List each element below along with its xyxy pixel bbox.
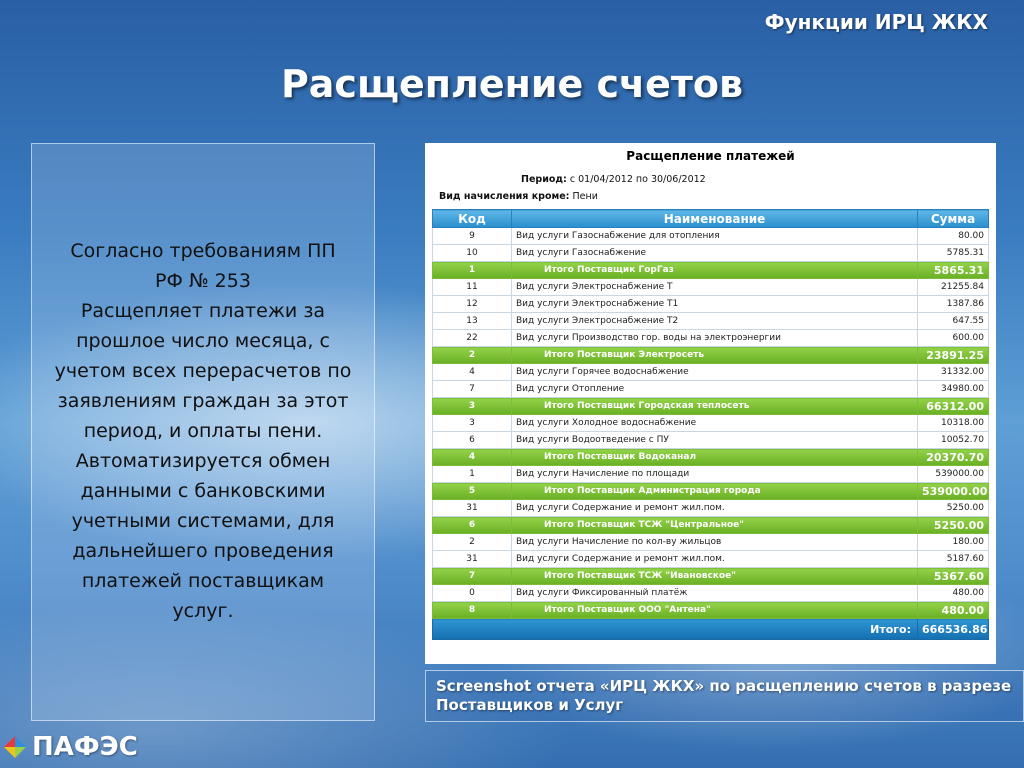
cell-code: 4 bbox=[433, 364, 512, 381]
cell-sum: 31332.00 bbox=[918, 364, 989, 381]
cell-code: 31 bbox=[433, 500, 512, 517]
caption-text: Screenshot отчета «ИРЦ ЖКХ» по расщеплению счетов в разрезе Поставщиков и Услуг bbox=[436, 677, 1012, 714]
cell-name: Итого Поставщик Городская теплосеть bbox=[512, 398, 918, 415]
cell-name: Вид услуги Электроснабжение Т1 bbox=[512, 296, 918, 313]
table-row bbox=[433, 364, 989, 381]
cell-code: 6 bbox=[433, 517, 512, 534]
cell-name: Вид услуги Содержание и ремонт жил.пом. bbox=[512, 551, 918, 568]
logo-text: ПАФЭС bbox=[32, 732, 138, 762]
cell-code: 10 bbox=[433, 245, 512, 262]
split-table bbox=[432, 209, 989, 640]
cell-code: 9 bbox=[433, 228, 512, 245]
cell-name: Вид услуги Начисление по площади bbox=[512, 466, 918, 483]
column-header-code: Код bbox=[433, 210, 512, 228]
cell-code: 6 bbox=[433, 432, 512, 449]
cell-code: 1 bbox=[433, 466, 512, 483]
cell-name: Итого Поставщик Администрация города bbox=[512, 483, 918, 500]
supplier-subtotal-row bbox=[433, 262, 989, 279]
table-row bbox=[433, 432, 989, 449]
pafes-logo-icon bbox=[2, 734, 28, 760]
table-row bbox=[433, 245, 989, 262]
report-screenshot bbox=[425, 143, 996, 664]
cell-sum: 23891.25 bbox=[918, 347, 989, 364]
cell-sum: 600.00 bbox=[918, 330, 989, 347]
cell-sum: 5785.31 bbox=[918, 245, 989, 262]
cell-sum: 5250.00 bbox=[918, 517, 989, 534]
supplier-subtotal-row bbox=[433, 347, 989, 364]
cell-name: Вид услуги Электроснабжение Т bbox=[512, 279, 918, 296]
table-row bbox=[433, 551, 989, 568]
cell-sum: 66312.00 bbox=[918, 398, 989, 415]
cell-sum: 10052.70 bbox=[918, 432, 989, 449]
cell-name: Вид услуги Горячее водоснабжение bbox=[512, 364, 918, 381]
cell-code: 7 bbox=[433, 381, 512, 398]
grand-total-row bbox=[433, 619, 989, 640]
cell-sum: 480.00 bbox=[918, 585, 989, 602]
cell-code: 7 bbox=[433, 568, 512, 585]
caption-box bbox=[425, 670, 1024, 722]
supplier-subtotal-row bbox=[433, 398, 989, 415]
cell-sum: 80.00 bbox=[918, 228, 989, 245]
table-row bbox=[433, 313, 989, 330]
cell-name: Итого Поставщик ТСЖ "Центральное" bbox=[512, 517, 918, 534]
cell-sum: 20370.70 bbox=[918, 449, 989, 466]
cell-code: 5 bbox=[433, 483, 512, 500]
logo bbox=[0, 730, 138, 764]
cell-code: 22 bbox=[433, 330, 512, 347]
cell-sum: 5865.31 bbox=[918, 262, 989, 279]
table-row bbox=[433, 279, 989, 296]
cell-code: 0 bbox=[433, 585, 512, 602]
cell-code: 3 bbox=[433, 398, 512, 415]
cell-name: Вид услуги Фиксированный платёж bbox=[512, 585, 918, 602]
cell-code: 2 bbox=[433, 534, 512, 551]
cell-code: 2 bbox=[433, 347, 512, 364]
cell-code: 12 bbox=[433, 296, 512, 313]
cell-code: 11 bbox=[433, 279, 512, 296]
cell-sum: 21255.84 bbox=[918, 279, 989, 296]
cell-sum: 647.55 bbox=[918, 313, 989, 330]
cell-code: 31 bbox=[433, 551, 512, 568]
cell-sum: 180.00 bbox=[918, 534, 989, 551]
cell-name: Вид услуги Отопление bbox=[512, 381, 918, 398]
supplier-subtotal-row bbox=[433, 602, 989, 619]
column-header-name: Наименование bbox=[512, 210, 918, 228]
cell-name: Вид услуги Водоотведение с ПУ bbox=[512, 432, 918, 449]
cell-name: Вид услуги Электроснабжение Т2 bbox=[512, 313, 918, 330]
cell-sum: 539000.00 bbox=[918, 466, 989, 483]
cell-name: Итого Поставщик Водоканал bbox=[512, 449, 918, 466]
supplier-subtotal-row bbox=[433, 568, 989, 585]
report-charge-type bbox=[439, 191, 598, 202]
cell-name: Итого Поставщик ООО "Антена" bbox=[512, 602, 918, 619]
cell-name: Вид услуги Газоснабжение для отопления bbox=[512, 228, 918, 245]
charge-type-value: Пени bbox=[572, 191, 598, 202]
cell-name: Итого Поставщик ГорГаз bbox=[512, 262, 918, 279]
description-text: Согласно требованиям ПП РФ № 253 Расщепляет платежи за прошлое число месяца, с учетом всех перерасчетов по заявлениям граждан за этот период, и оплаты пени. Автоматизируется обмен данными с банковскими учетными системами, для дальнейшего проведения платежей поставщикам услуг. bbox=[54, 240, 352, 622]
cell-code: 1 bbox=[433, 262, 512, 279]
report-period bbox=[521, 174, 706, 185]
cell-name: Вид услуги Холодное водоснабжение bbox=[512, 415, 918, 432]
cell-name: Вид услуги Начисление по кол-ву жильцов bbox=[512, 534, 918, 551]
cell-code: 3 bbox=[433, 415, 512, 432]
cell-sum: 539000.00 bbox=[918, 483, 989, 500]
cell-code: 8 bbox=[433, 602, 512, 619]
cell-sum: 1387.86 bbox=[918, 296, 989, 313]
table-row bbox=[433, 585, 989, 602]
grand-total-value: 666536.86 bbox=[918, 619, 989, 640]
column-header-sum: Сумма bbox=[918, 210, 989, 228]
period-label: Период: bbox=[521, 174, 567, 185]
supplier-subtotal-row bbox=[433, 517, 989, 534]
cell-name: Вид услуги Содержание и ремонт жил.пом. bbox=[512, 500, 918, 517]
charge-type-label: Вид начисления кроме: bbox=[439, 191, 570, 202]
cell-code: 13 bbox=[433, 313, 512, 330]
table-row bbox=[433, 466, 989, 483]
slide-title: Расщепление счетов bbox=[280, 62, 744, 106]
cell-name: Итого Поставщик ТСЖ "Ивановское" bbox=[512, 568, 918, 585]
cell-sum: 5187.60 bbox=[918, 551, 989, 568]
table-row bbox=[433, 415, 989, 432]
cell-sum: 480.00 bbox=[918, 602, 989, 619]
cell-sum: 5367.60 bbox=[918, 568, 989, 585]
table-row bbox=[433, 381, 989, 398]
table-row bbox=[433, 330, 989, 347]
table-body bbox=[433, 228, 989, 619]
cell-name: Вид услуги Газоснабжение bbox=[512, 245, 918, 262]
cell-sum: 5250.00 bbox=[918, 500, 989, 517]
table-row bbox=[433, 534, 989, 551]
table-row bbox=[433, 228, 989, 245]
cell-sum: 10318.00 bbox=[918, 415, 989, 432]
report-title: Расщепление платежей bbox=[626, 149, 795, 163]
grand-total-label: Итого: bbox=[433, 619, 918, 640]
supplier-subtotal-row bbox=[433, 449, 989, 466]
table-row bbox=[433, 500, 989, 517]
supplier-subtotal-row bbox=[433, 483, 989, 500]
description-panel bbox=[31, 143, 375, 721]
period-value: с 01/04/2012 по 30/06/2012 bbox=[569, 174, 706, 185]
table-header-row bbox=[433, 210, 989, 228]
cell-name: Вид услуги Производство гор. воды на электроэнергии bbox=[512, 330, 918, 347]
table-row bbox=[433, 296, 989, 313]
section-label: Функции ИРЦ ЖКХ bbox=[764, 10, 988, 34]
cell-code: 4 bbox=[433, 449, 512, 466]
cell-name: Итого Поставщик Электросеть bbox=[512, 347, 918, 364]
cell-sum: 34980.00 bbox=[918, 381, 989, 398]
